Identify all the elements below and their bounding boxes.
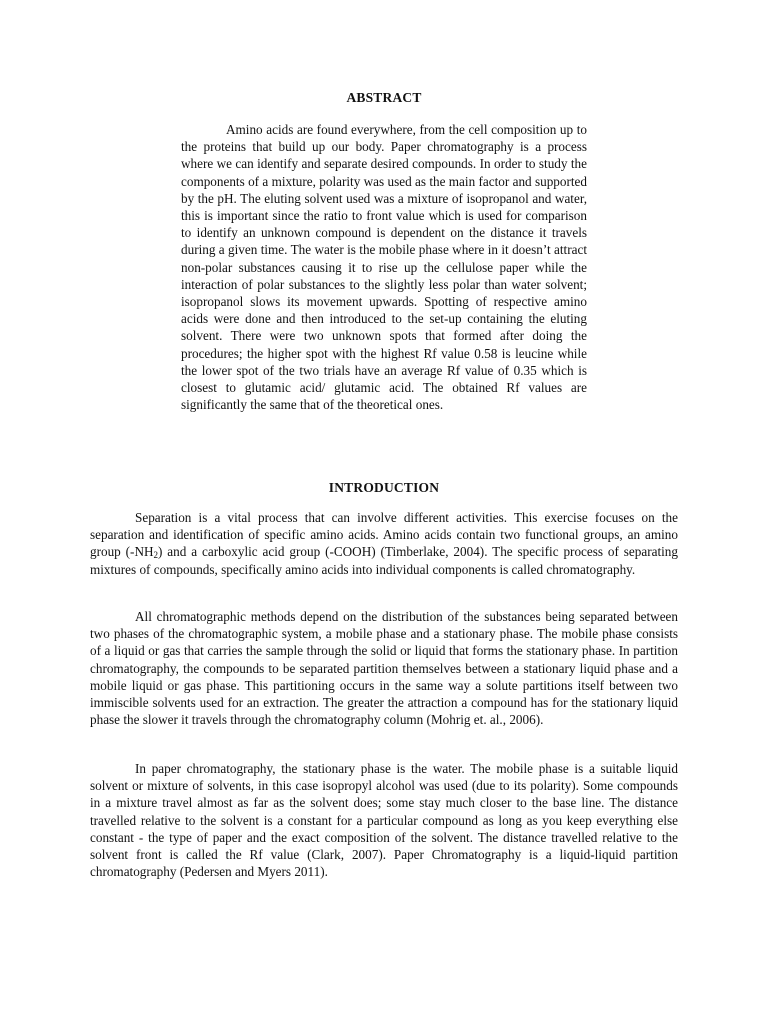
abstract-heading: ABSTRACT xyxy=(346,90,422,105)
intro-p1-text-end: ) and a carboxylic acid group (-COOH) (Timberlake, 2004). The specific process of separating mixtures of compounds, specifically amino acids into individual components is called chromatography. xyxy=(90,544,678,577)
introduction-paragraph-3: In paper chromatography, the stationary phase is the water. The mobile phase is a suitable liquid solvent or mixture of solvents, in this case isopropyl alcohol was used (due to its polarity). Some compounds in a mixture travel almost as far as the solvent does; some stay much closer to the base line. The distance travelled relative to the solvent is a constant for a particular compound as long as you keep everything else constant - the type of paper and the exact composition of the solvent. The distance travelled relative to the solvent front is called the Rf value (Clark, 2007). Paper Chromatography is a liquid-liquid partition chromatography (Pedersen and Myers 2011). xyxy=(90,761,678,880)
subscript-2: 2 xyxy=(153,550,158,561)
introduction-paragraph-1 xyxy=(90,509,678,578)
introduction-heading: INTRODUCTION xyxy=(328,480,440,495)
intro-p1-text-start: Separation is a vital process that can involve different activities. This exercise focuses on the separation and identification of specific amino acids. Amino acids contain two functional groups, an amino group (-NH xyxy=(90,510,678,560)
abstract-paragraph: Amino acids are found everywhere, from the cell composition up to the proteins that build up our body. Paper chromatography is a process where we can identify and separate desired compounds. In order to study the components of a mixture, polarity was used as the main factor and supported by the pH. The eluting solvent used was a mixture of isopropanol and water, this is important since the ratio to front value which is used for comparison to identify an unknown compound is dependent on the distance it travels during a given time. The water is the mobile phase where in it doesn’t attract non-polar substances causing it to rise up the cellulose paper while the interaction of polar substances to the slightly less polar than water solvent; isopropanol slows its movement upwards. Spotting of respective amino acids were done and then introduced to the set-up containing the eluting solvent. There were two unknown spots that formed after doing the procedures; the higher spot with the highest Rf value 0.58 is leucine while the lower spot of the two trials have an average Rf value of 0.35 which is closest to glutamic acid/ glutamic acid. The obtained Rf values are significantly the same that of the theoretical ones. xyxy=(181,122,587,413)
introduction-paragraph-2: All chromatographic methods depend on the distribution of the substances being separated between two phases of the chromatographic system, a mobile phase and a stationary phase. The mobile phase consists of a liquid or gas that carries the sample through the solid or liquid that forms the stationary phase. In partition chromatography, the compounds to be separated partition themselves between a stationary liquid phase and a mobile liquid or gas phase. This partitioning occurs in the same way a solute partitions itself between two immiscible solvents used for an extraction. The greater the attraction a compound has for the stationary liquid phase the slower it travels through the chromatography column (Mohrig et. al., 2006). xyxy=(90,609,678,728)
